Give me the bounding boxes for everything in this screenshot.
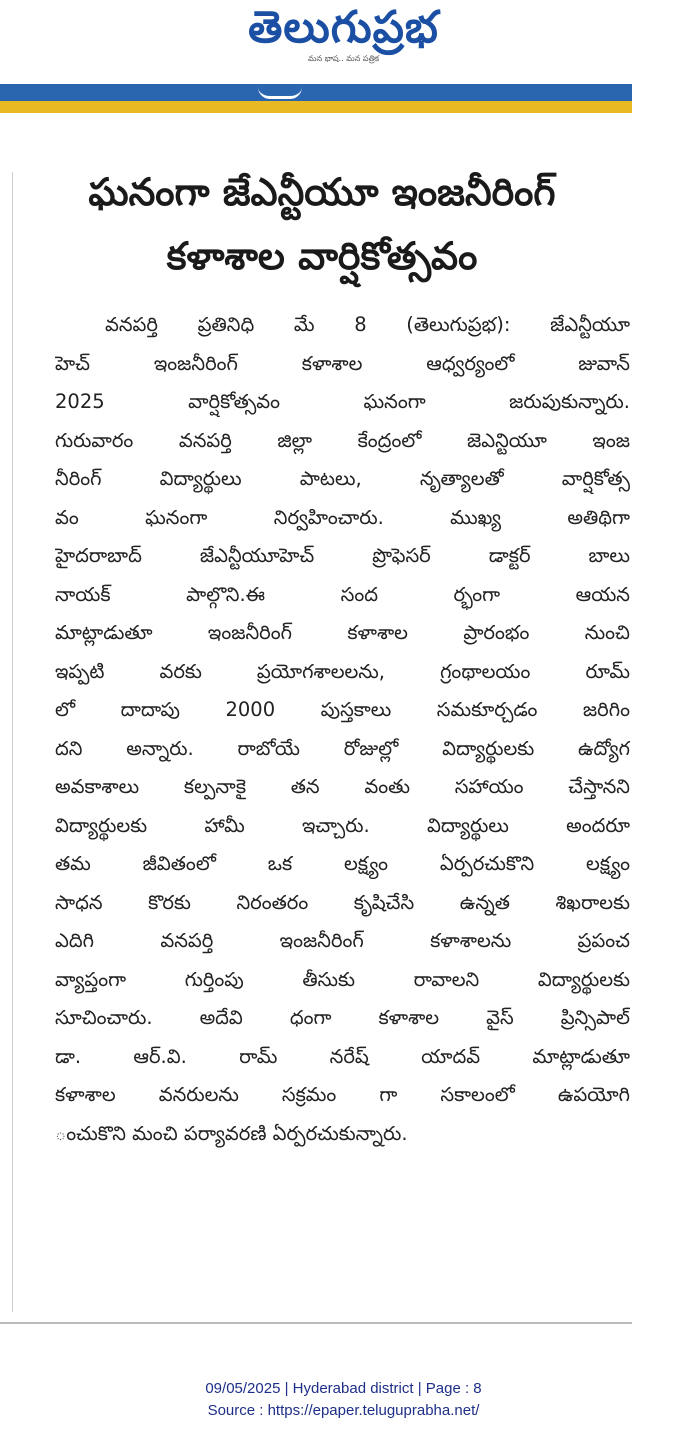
- article-line: ఇప్పటి వరకు ప్రయోగశాలలను, గ్రంథాలయం రూమ్: [55, 659, 630, 683]
- article-line: తమ జీవితంలో ఒక లక్ష్యం ఏర్పరచుకొని లక్ష్యం: [55, 852, 630, 875]
- newspaper-tagline: మన భాష.. మన పత్రిక: [307, 54, 380, 63]
- article-line: ఎదిగి వనపర్తి ఇంజనీరింగ్ కళాశాలను ప్రపంచ: [55, 929, 630, 952]
- article-line: వ్యాప్తంగా గుర్తింపు తీసుకు రావాలని విద్యార్థులకు: [55, 967, 630, 991]
- article-line: లో దాదాపు 2000 పుస్తకాలు సమకూర్చడం జరిగిం: [55, 698, 630, 721]
- article-line: వనపర్తి ప్రతినిధి మే 8 (తెలుగుప్రభ): జేఎన్టీయూ: [105, 313, 630, 336]
- article-body: [55, 306, 630, 1153]
- article-line: నాయక్ పాల్గొని.ఈ సంద ర్భంగా ఆయన: [55, 582, 630, 606]
- article-line: డా. ఆర్.వి. రామ్ నరేష్ యాదవ్ మాట్లాడుతూ: [55, 1044, 630, 1068]
- article-line: గురువారం వనపర్తి జిల్లా కేంద్రంలో జెఎన్టియూ ఇంజ: [55, 428, 630, 452]
- article-line: వం ఘనంగా నిర్వహించారు. ముఖ్య అతిథిగా: [55, 505, 630, 529]
- article-line: హైదరాబాద్ జేఎన్టీయూహెచ్ ప్రొఫెసర్ డాక్టర్ బాలు: [55, 544, 630, 567]
- column-divider: [12, 172, 13, 1312]
- footer-date-line: 09/05/2025 | Hyderabad district | Page : 8: [205, 1380, 482, 1397]
- article-line: సూచించారు. అదేవి ధంగా కళాశాల వైస్ ప్రిన్సిపాల్: [55, 1006, 630, 1029]
- headline-line-1: ఘనంగా జేఎన్టీయూ ఇంజనీరింగ్: [88, 170, 556, 214]
- article-line: 2025 వార్షికోత్సవం ఘనంగా జరుపుకున్నారు.: [55, 390, 630, 413]
- footer-source-link[interactable]: Source : https://epaper.teluguprabha.net/: [207, 1402, 480, 1419]
- article-line: దని అన్నారు. రాబోయే రోజుల్లో విద్యార్థులకు ఉద్యోగ: [55, 736, 630, 760]
- newspaper-logo: తెలుగుప్రభ: [248, 2, 439, 53]
- article-headline: [20, 160, 624, 288]
- article-line: హెచ్ ఇంజనీరింగ్ కళాశాల ఆధ్వర్యంలో జువాన్: [55, 351, 630, 375]
- masthead: [0, 0, 687, 84]
- article-line: సాధన కొరకు నిరంతరం కృషిచేసి ఉన్నత శిఖరాలకు: [55, 890, 630, 914]
- header-yellow-band: [0, 101, 632, 113]
- page-footer: [0, 1378, 687, 1422]
- article-line: మాట్లాడుతూ ఇంజనీరింగ్ కళాశాల ప్రారంభం నుంచి: [55, 621, 630, 644]
- article-bottom-rule: [0, 1322, 632, 1324]
- article-line: ంచుకొని మంచి పర్యావరణి ఏర్పరచుకున్నారు.: [55, 1121, 408, 1145]
- band-ornament-icon: [258, 86, 302, 99]
- headline-line-2: కళాశాల వార్షికోత్సవం: [166, 234, 478, 278]
- article-line: అవకాశాలు కల్పనాకై తన వంతు సహాయం చేస్తానని: [55, 775, 630, 798]
- header-blue-band: [0, 84, 632, 101]
- article-line: కళాశాల వనరులను సక్రమం గా సకాలంలో ఉపయోగి: [55, 1083, 630, 1106]
- article-line: నీరింగ్ విద్యార్థులు పాటలు, నృత్యాలతో వార్షికోత్స: [55, 467, 630, 490]
- article-line: విద్యార్థులకు హామీ ఇచ్చారు. విద్యార్థులు అందరూ: [55, 813, 630, 837]
